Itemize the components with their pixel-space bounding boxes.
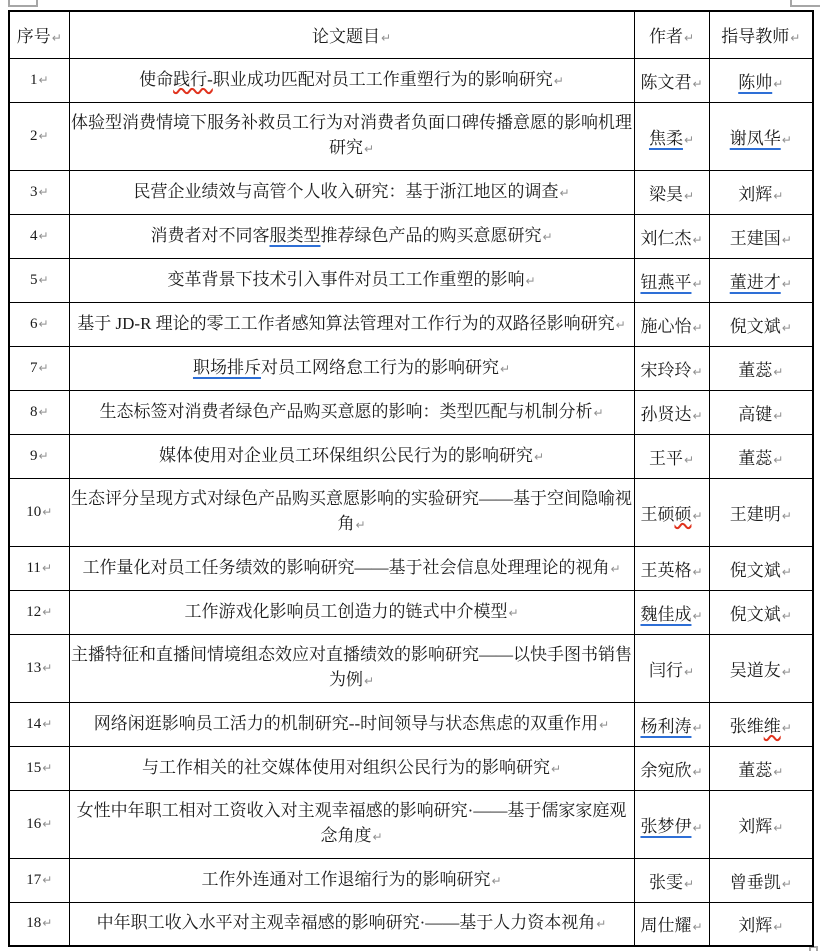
cell-text: 倪文斌	[729, 560, 781, 580]
cell-end-mark-icon: ↵	[559, 185, 570, 200]
row-number-cell	[9, 434, 69, 478]
table-row	[9, 902, 813, 946]
cell-end-mark-icon: ↵	[773, 76, 784, 91]
cell-text: 刘辉	[738, 916, 773, 936]
cell-text: 董蕊	[738, 448, 773, 468]
cell-text: 王硕	[640, 504, 675, 524]
cell-text: 倪文斌	[729, 604, 781, 624]
title-cell	[69, 546, 634, 590]
underlined-text: 谢凤华	[729, 128, 781, 148]
table-row	[9, 702, 813, 746]
cell-text: 13	[26, 659, 42, 676]
cell-text: 基于 JD-R 理论的零工工作者感知算法管理对工作行为的双路径影响研究	[77, 313, 615, 333]
title-cell	[69, 590, 634, 634]
row-number-cell	[9, 346, 69, 390]
title-cell	[69, 478, 634, 546]
cell-text: 媒体使用对企业员工环保组织公民行为的影响研究	[158, 445, 533, 465]
table-row	[9, 214, 813, 258]
title-cell	[69, 58, 634, 102]
title-cell	[69, 302, 634, 346]
cell-end-mark-icon: ↵	[683, 31, 695, 46]
author-cell	[634, 790, 709, 858]
cell-end-mark-icon: ↵	[499, 361, 511, 376]
cell-text: 余宛欣	[640, 760, 692, 780]
cell-text: 2	[29, 127, 38, 144]
title-cell	[69, 902, 634, 946]
cell-end-mark-icon: ↵	[692, 508, 703, 523]
cell-text: 8	[29, 403, 38, 420]
advisor-cell	[709, 902, 813, 946]
author-cell	[634, 746, 709, 790]
table-row	[9, 302, 813, 346]
cell-end-mark-icon: ↵	[42, 504, 53, 519]
cell-text: 体验型消费情境下服务补救员工行为对消费者负面口碑传播意愿的影响机理研究	[71, 113, 632, 157]
cell-end-mark-icon: ↵	[38, 128, 49, 143]
table-row	[9, 590, 813, 634]
advisor-cell	[709, 790, 813, 858]
cell-end-mark-icon: ↵	[781, 608, 792, 623]
cell-text: 民营企业绩效与高管个人收入研究：基于浙江地区的调查	[133, 181, 559, 201]
row-number-cell	[9, 302, 69, 346]
title-cell	[69, 102, 634, 170]
cell-text: 董蕊	[738, 760, 773, 780]
title-cell	[69, 214, 634, 258]
cell-text: 职业成功匹配对员工工作重塑行为的影响研究	[212, 69, 553, 89]
underlined-text: 焦柔	[648, 128, 683, 148]
cell-end-mark-icon: ↵	[596, 917, 607, 932]
cell-end-mark-icon: ↵	[38, 72, 49, 87]
cell-end-mark-icon: ↵	[542, 229, 553, 244]
advisor-cell	[709, 58, 813, 102]
cell-end-mark-icon: ↵	[593, 405, 604, 420]
row-number-cell	[9, 790, 69, 858]
table-row	[9, 102, 813, 170]
cell-end-mark-icon: ↵	[692, 232, 703, 247]
advisor-cell	[709, 258, 813, 302]
advisor-cell	[709, 302, 813, 346]
cell-text: 女性中年职工相对工资收入对主观幸福感的影响研究·——基于儒家家庭观念角度	[76, 801, 627, 845]
cell-end-mark-icon: ↵	[38, 272, 49, 287]
cell-end-mark-icon: ↵	[781, 876, 792, 891]
cell-text: 10	[26, 503, 42, 520]
cell-end-mark-icon: ↵	[781, 320, 792, 335]
cell-text: 王建明	[729, 504, 781, 524]
cell-text: 张雯	[648, 872, 683, 892]
cell-end-mark-icon: ↵	[790, 31, 801, 46]
cell-end-mark-icon: ↵	[38, 316, 49, 331]
cell-end-mark-icon: ↵	[42, 660, 53, 675]
row-number-cell	[9, 478, 69, 546]
author-cell	[634, 258, 709, 302]
underlined-text: 钮燕平	[640, 272, 692, 292]
cell-text: 1	[29, 71, 38, 88]
cell-end-mark-icon: ↵	[692, 608, 703, 623]
title-cell	[69, 702, 634, 746]
misspelled-text: 践行-	[173, 69, 213, 89]
cell-text: 主播特征和直播间情境组态效应对直播绩效的影响研究——以快手图书销售为例	[71, 645, 632, 689]
column-header-advisor-label: 指导教师	[721, 27, 790, 47]
cell-end-mark-icon: ↵	[38, 404, 49, 419]
cell-text: 消费者对不同客	[150, 225, 270, 245]
cell-end-mark-icon: ↵	[692, 564, 703, 579]
table-row	[9, 390, 813, 434]
cell-text: 16	[26, 815, 42, 832]
table-row	[9, 58, 813, 102]
cell-end-mark-icon: ↵	[773, 820, 784, 835]
title-cell	[69, 858, 634, 902]
cell-text: 工作量化对员工任务绩效的影响研究——基于社会信息处理理论的视角	[82, 557, 610, 577]
cell-end-mark-icon: ↵	[692, 76, 703, 91]
cell-end-mark-icon: ↵	[51, 31, 62, 46]
cell-end-mark-icon: ↵	[553, 73, 564, 88]
table-row	[9, 478, 813, 546]
title-cell	[69, 634, 634, 702]
row-number-cell	[9, 902, 69, 946]
table-row	[9, 434, 813, 478]
cell-end-mark-icon: ↵	[363, 142, 375, 156]
column-header-author-label: 作者	[648, 27, 683, 47]
cell-text: 倪文斌	[729, 316, 781, 336]
cell-end-mark-icon: ↵	[550, 761, 562, 776]
cell-end-mark-icon: ↵	[781, 508, 792, 523]
cell-text: 11	[26, 559, 41, 576]
title-cell	[69, 434, 634, 478]
papers-table	[8, 10, 814, 947]
cell-text: 工作外连通对工作退缩行为的影响研究	[201, 869, 491, 889]
cell-end-mark-icon: ↵	[38, 184, 49, 199]
cell-end-mark-icon: ↵	[692, 720, 703, 735]
cell-text: 生态评分呈现方式对绿色产品购买意愿影响的实验研究——基于空间隐喻视角	[71, 489, 632, 533]
cell-text: 曾垂凯	[729, 872, 781, 892]
table-move-handle[interactable]	[8, 0, 38, 7]
title-cell	[69, 746, 634, 790]
cell-end-mark-icon: ↵	[773, 408, 784, 423]
cell-text: 孙贤达	[640, 404, 692, 424]
row-number-cell	[9, 746, 69, 790]
cell-text: 5	[29, 271, 38, 288]
cell-end-mark-icon: ↵	[615, 317, 626, 332]
cell-end-mark-icon: ↵	[380, 31, 392, 46]
row-number-cell	[9, 702, 69, 746]
cell-text: 吴道友	[729, 660, 781, 680]
cell-end-mark-icon: ↵	[692, 920, 703, 935]
advisor-cell	[709, 590, 813, 634]
cell-end-mark-icon: ↵	[491, 873, 502, 888]
papers-table-body	[9, 58, 813, 946]
title-cell	[69, 258, 634, 302]
advisor-cell	[709, 390, 813, 434]
column-header-no	[9, 11, 69, 58]
cell-text: 推荐绿色产品的购买意愿研究	[320, 225, 542, 245]
cell-end-mark-icon: ↵	[533, 449, 545, 464]
author-cell	[634, 702, 709, 746]
advisor-cell	[709, 102, 813, 170]
author-cell	[634, 902, 709, 946]
cell-end-mark-icon: ↵	[683, 452, 695, 467]
column-header-author	[634, 11, 709, 58]
row-number-cell	[9, 58, 69, 102]
advisor-cell	[709, 634, 813, 702]
underlined-text: 服类型	[269, 225, 321, 245]
row-number-cell	[9, 634, 69, 702]
cell-end-mark-icon: ↵	[781, 276, 792, 291]
cell-end-mark-icon: ↵	[41, 560, 52, 575]
underlined-text: 职场排斥	[192, 357, 261, 377]
misspelled-text: 硕	[674, 504, 692, 524]
cell-end-mark-icon: ↵	[42, 916, 53, 931]
cell-text: 宋玲玲	[640, 360, 692, 380]
cell-text: 梁昊	[648, 184, 683, 204]
table-row	[9, 790, 813, 858]
cell-text: 高键	[738, 404, 773, 424]
cell-end-mark-icon: ↵	[781, 132, 792, 147]
table-row	[9, 634, 813, 702]
cell-text: 18	[26, 915, 42, 932]
cell-text: 刘辉	[738, 816, 773, 836]
advisor-cell	[709, 214, 813, 258]
author-cell	[634, 546, 709, 590]
cell-end-mark-icon: ↵	[692, 276, 703, 291]
header-row	[9, 11, 813, 58]
author-cell	[634, 634, 709, 702]
cell-end-mark-icon: ↵	[42, 816, 53, 831]
cell-end-mark-icon: ↵	[773, 188, 784, 203]
author-cell	[634, 346, 709, 390]
author-cell	[634, 478, 709, 546]
advisor-cell	[709, 746, 813, 790]
title-cell	[69, 390, 634, 434]
cell-end-mark-icon: ↵	[38, 360, 49, 375]
author-cell	[634, 390, 709, 434]
advisor-cell	[709, 478, 813, 546]
cell-text: 周仕耀	[640, 916, 692, 936]
row-number-cell	[9, 258, 69, 302]
cell-end-mark-icon: ↵	[38, 228, 49, 243]
advisor-cell	[709, 346, 813, 390]
cell-text: 王平	[648, 448, 683, 468]
cell-end-mark-icon: ↵	[781, 564, 792, 579]
cell-end-mark-icon: ↵	[773, 764, 784, 779]
author-cell	[634, 214, 709, 258]
cell-end-mark-icon: ↵	[773, 920, 784, 935]
cell-text: 生态标签对消费者绿色产品购买意愿的影响：类型匹配与机制分析	[99, 401, 593, 421]
advisor-cell	[709, 170, 813, 214]
underlined-text: 杨利涛	[640, 716, 692, 736]
underlined-text: 张梦伊	[640, 816, 692, 836]
table-row	[9, 746, 813, 790]
cell-text: 与工作相关的社交媒体使用对组织公民行为的影响研究	[141, 757, 550, 777]
cell-end-mark-icon: ↵	[38, 448, 49, 463]
cell-text: 工作游戏化影响员工创造力的链式中介模型	[184, 601, 508, 621]
cell-end-mark-icon: ↵	[692, 320, 703, 335]
cell-end-mark-icon: ↵	[610, 561, 621, 576]
cell-text: 陈文君	[640, 72, 692, 92]
cell-end-mark-icon: ↵	[363, 674, 375, 688]
title-cell	[69, 346, 634, 390]
author-cell	[634, 434, 709, 478]
row-number-cell	[9, 858, 69, 902]
column-header-advisor	[709, 11, 813, 58]
cell-end-mark-icon: ↵	[692, 764, 703, 779]
cell-end-mark-icon: ↵	[773, 364, 784, 379]
cell-text: 7	[29, 359, 38, 376]
advisor-cell	[709, 858, 813, 902]
cell-end-mark-icon: ↵	[692, 408, 703, 423]
cell-end-mark-icon: ↵	[42, 604, 53, 619]
cell-end-mark-icon: ↵	[683, 664, 695, 679]
row-number-cell	[9, 546, 69, 590]
underlined-text: 陈帅	[738, 72, 773, 92]
column-header-no-label: 序号	[16, 27, 51, 47]
cell-text: 闫行	[648, 660, 683, 680]
cell-text: 董蕊	[738, 360, 773, 380]
cell-end-mark-icon: ↵	[781, 720, 792, 735]
row-number-cell	[9, 214, 69, 258]
column-header-title	[69, 11, 634, 58]
cell-text: 网络闲逛影响员工活力的机制研究--时间领导与状态焦虑的双重作用	[93, 713, 599, 733]
table-row	[9, 546, 813, 590]
author-cell	[634, 858, 709, 902]
cell-end-mark-icon: ↵	[508, 605, 519, 620]
advisor-cell	[709, 434, 813, 478]
cell-text: 3	[29, 183, 38, 200]
cell-text: 6	[29, 315, 38, 332]
cell-end-mark-icon: ↵	[525, 273, 536, 288]
misspelled-text: 维	[763, 716, 781, 736]
author-cell	[634, 102, 709, 170]
cell-text: 9	[29, 447, 38, 464]
cell-text: 王建国	[729, 228, 781, 248]
cell-text: 中年职工收入水平对主观幸福感的影响研究·——基于人力资本视角	[96, 913, 596, 933]
cell-end-mark-icon: ↵	[773, 452, 784, 467]
cell-end-mark-icon: ↵	[599, 717, 610, 732]
author-cell	[634, 58, 709, 102]
table-row	[9, 346, 813, 390]
cell-end-mark-icon: ↵	[42, 872, 53, 887]
cell-text: 施心怡	[640, 316, 692, 336]
table-top-right-handle[interactable]	[790, 0, 820, 7]
cell-text: 12	[26, 603, 42, 620]
author-cell	[634, 590, 709, 634]
title-cell	[69, 170, 634, 214]
cell-text: 刘仁杰	[640, 228, 692, 248]
table-row	[9, 858, 813, 902]
cell-text: 变革背景下技术引入事件对员工工作重塑的影响	[167, 269, 525, 289]
cell-end-mark-icon: ↵	[355, 518, 366, 532]
cell-text: 刘辉	[738, 184, 773, 204]
cell-end-mark-icon: ↵	[692, 820, 703, 835]
advisor-cell	[709, 546, 813, 590]
row-number-cell	[9, 102, 69, 170]
cell-text: 对员工网络怠工行为的影响研究	[260, 357, 499, 377]
cell-text: 4	[29, 227, 38, 244]
cell-end-mark-icon: ↵	[42, 760, 53, 775]
row-number-cell	[9, 390, 69, 434]
cell-end-mark-icon: ↵	[683, 132, 695, 147]
author-cell	[634, 302, 709, 346]
cell-end-mark-icon: ↵	[683, 876, 695, 891]
cell-end-mark-icon: ↵	[781, 664, 792, 679]
cell-end-mark-icon: ↵	[683, 188, 695, 203]
cell-text: 15	[26, 759, 42, 776]
row-number-cell	[9, 170, 69, 214]
underlined-text: 董进才	[729, 272, 781, 292]
cell-text: 17	[26, 871, 42, 888]
author-cell	[634, 170, 709, 214]
cell-end-mark-icon: ↵	[372, 830, 383, 844]
column-header-title-label: 论文题目	[311, 27, 380, 47]
underlined-text: 魏佳成	[640, 604, 692, 624]
table-row	[9, 258, 813, 302]
cell-end-mark-icon: ↵	[781, 232, 792, 247]
cell-end-mark-icon: ↵	[42, 716, 53, 731]
cell-end-mark-icon: ↵	[692, 364, 703, 379]
row-number-cell	[9, 590, 69, 634]
cell-text: 使命	[139, 69, 174, 89]
cell-text: 王英格	[640, 560, 692, 580]
table-row	[9, 170, 813, 214]
advisor-cell	[709, 702, 813, 746]
cell-text: 张维	[729, 716, 764, 736]
title-cell	[69, 790, 634, 858]
cell-text: 14	[26, 715, 42, 732]
